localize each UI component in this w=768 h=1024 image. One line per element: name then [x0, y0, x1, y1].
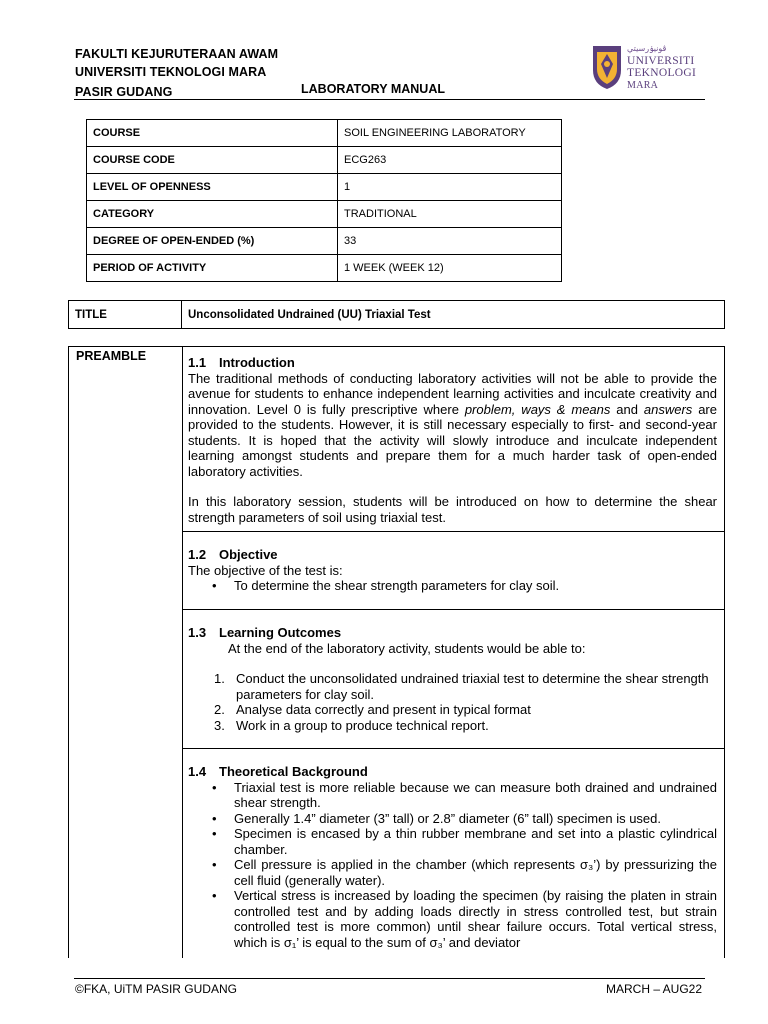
- objective-lead: The objective of the test is:: [188, 562, 343, 578]
- category-value: TRADITIONAL: [338, 201, 562, 228]
- section-heading: [188, 355, 717, 371]
- list-item: • Vertical stress is increased by loading the specimen (by raising the platen in strain controlled test and by adding loads directly in stress controlled test, but strain controlled test is more common) until shear failure occurs. Total vertical stress, which is σ₁’ is equal to the sum of σ₃’ and deviator: [234, 888, 717, 950]
- preamble-content-cell: [182, 347, 724, 958]
- table-row: [87, 147, 562, 174]
- footer-divider: [74, 978, 705, 979]
- preamble-table: [68, 346, 725, 958]
- section-number: 1.1: [188, 355, 207, 370]
- table-row: [87, 174, 562, 201]
- table-row: [87, 228, 562, 255]
- logo-word-mara: MARA: [627, 80, 659, 91]
- title-key: TITLE: [69, 301, 182, 329]
- objective-list: [188, 578, 717, 594]
- introduction-section: [182, 347, 724, 532]
- list-item: • Triaxial test is more reliable because we can measure both drained and undrained shear strength.: [234, 780, 717, 811]
- title-value: Unconsolidated Undrained (UU) Triaxial Test: [182, 301, 725, 329]
- section-title: Introduction: [219, 355, 295, 370]
- theory-section: [182, 749, 724, 959]
- list-item: • Generally 1.4” diameter (3” tall) or 2.8” diameter (6” tall) specimen is used.: [234, 811, 717, 827]
- preamble-label: PREAMBLE: [76, 349, 147, 363]
- learning-outcomes-lead: At the end of the laboratory activity, students would be able to:: [228, 640, 586, 656]
- logo-word-universiti: UNIVERSITI: [627, 55, 695, 67]
- manual-title: LABORATORY MANUAL: [301, 82, 445, 96]
- section-number: 1.4: [188, 764, 207, 779]
- section-title: Objective: [219, 547, 278, 562]
- section-title: Theoretical Background: [219, 764, 368, 779]
- university-name: UNIVERSITI TEKNOLOGI MARA: [75, 65, 267, 79]
- open-ended-key: DEGREE OF OPEN-ENDED (%): [87, 228, 338, 255]
- campus-name: PASIR GUDANG: [75, 85, 173, 99]
- section-number: 1.2: [188, 547, 207, 562]
- title-table: [68, 300, 725, 329]
- learning-outcomes-list: [188, 671, 717, 733]
- introduction-paragraph-2: In this laboratory session, students will be introduced on how to determine the shear strength parameters of soil using triaxial test.: [188, 494, 717, 525]
- course-value: SOIL ENGINEERING LABORATORY: [338, 120, 562, 147]
- course-code-key: COURSE CODE: [87, 147, 338, 174]
- table-row: [87, 120, 562, 147]
- section-heading: [188, 764, 717, 780]
- objective-section: [182, 532, 724, 610]
- section-heading: [188, 625, 717, 641]
- list-item: 2. Analyse data correctly and present in typical format: [214, 702, 531, 717]
- course-key: COURSE: [87, 120, 338, 147]
- preamble-label-cell: [69, 347, 183, 958]
- course-code-value: ECG263: [338, 147, 562, 174]
- section-heading: [188, 547, 717, 563]
- openness-key: LEVEL OF OPENNESS: [87, 174, 338, 201]
- footer-copyright: ©FKA, UiTM PASIR GUDANG: [75, 982, 237, 996]
- open-ended-value: 33: [338, 228, 562, 255]
- section-number: 1.3: [188, 625, 207, 640]
- faculty-name: FAKULTI KEJURUTERAAN AWAM: [75, 47, 279, 61]
- theory-list: [188, 780, 717, 951]
- learning-outcomes-section: [182, 610, 724, 749]
- introduction-paragraph: The traditional methods of conducting laboratory activities will not be able to provide the avenue for students to enhance independent learning activities and inculcate creativity and innovation. Level 0 is fully prescriptive where problem, ways & means and answers are provided to the students. However, it is still necessary especially to first- and second-year students. It is hoped that the activity will slowly introduce and inculcate independent learning amongst students and prepare them for a much harder task of open-ended laboratory activities.: [188, 370, 717, 479]
- uitm-crest-icon: [591, 44, 623, 90]
- list-item: 1. Conduct the unconsolidated undrained triaxial test to determine the shear strength parameters for clay soil.: [214, 671, 709, 702]
- category-key: CATEGORY: [87, 201, 338, 228]
- list-item: • Specimen is encased by a thin rubber membrane and set into a plastic cylindrical chamber.: [234, 826, 717, 857]
- table-row: [69, 301, 725, 329]
- table-row: [87, 201, 562, 228]
- uitm-logo: [589, 44, 707, 94]
- section-title: Learning Outcomes: [219, 625, 342, 640]
- period-value: 1 WEEK (WEEK 12): [338, 255, 562, 282]
- logo-jawi-text: ڤونيۏرسيتي: [627, 44, 667, 53]
- list-item: • Cell pressure is applied in the chamber (which represents σ₃’) by pressurizing the cell fluid (generally water).: [234, 857, 717, 888]
- logo-word-teknologi: TEKNOLOGI: [627, 67, 697, 79]
- period-key: PERIOD OF ACTIVITY: [87, 255, 338, 282]
- openness-value: 1: [338, 174, 562, 201]
- header-divider: [74, 99, 705, 100]
- course-info-table: [86, 119, 562, 282]
- list-item: • To determine the shear strength parameters for clay soil.: [234, 578, 717, 594]
- list-item: 3. Work in a group to produce technical report.: [214, 717, 489, 733]
- footer-session: MARCH – AUG22: [606, 982, 703, 996]
- table-row: [87, 255, 562, 282]
